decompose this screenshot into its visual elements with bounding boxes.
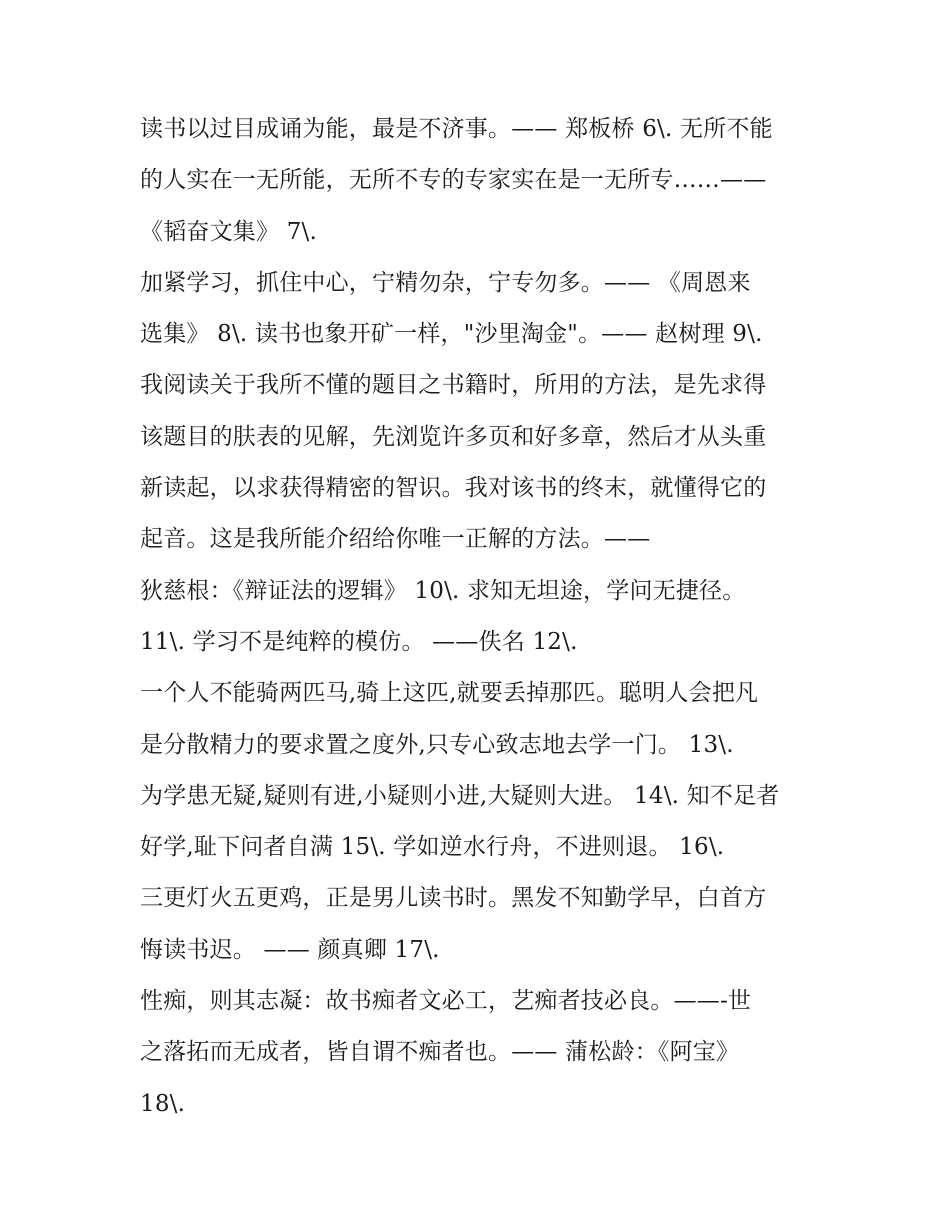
text-line: 加紧学习，抓住中心，宁精勿杂，宁专勿多。—— 《周恩来 [140,269,751,296]
text-line: 为学患无疑,疑则有进,小疑则小进,大疑则大进。 14\. 知不足者 [140,782,780,809]
text-line: 悔读书迟。 —— 颜真卿 17\. [140,936,440,963]
text-line: 一个人不能骑两匹马,骑上这匹,就要丢掉那匹。聪明人会把凡 [140,680,759,707]
text-line: 新读起，以求获得精密的智识。我对该书的终末，就懂得它的 [140,475,767,502]
text-line: 之落拓而无成者，皆自谓不痴者也。—— 蒲松龄：《阿宝》 [140,1039,740,1066]
text-line: 狄慈根：《辩证法的逻辑》 10\. 求知无坦途，学问无捷径。 [140,577,746,604]
text-line: 选集》 8\. 读书也象开矿一样，"沙里淘金"。—— 赵树理 9\. [140,321,763,348]
text-line: 读书以过目成诵为能，最是不济事。—— 郑板桥 6\. 无所不能 [140,116,773,142]
text-line: 11\. 学习不是纯粹的模仿。 ——佚名 12\. [140,628,578,655]
text-line: 性痴，则其志凝：故书痴者文必工，艺痴者技必良。——-世 [140,988,752,1015]
text-line: 三更灯火五更鸡，正是男儿读书时。黑发不知勤学早，白首方 [140,885,767,912]
text-line: 该题目的肤表的见解，先浏览许多页和好多章，然后才从头重 [140,423,767,450]
text-line: 《韬奋文集》 7\. [140,218,318,245]
text-line: 我阅读关于我所不懂的题目之书籍时，所用的方法，是先求得 [140,372,767,399]
text-line: 18\. [140,1090,186,1117]
quote-text-block [140,104,820,1130]
text-line: 好学,耻下问者自满 15\. 学如逆水行舟，不进则退。 16\. [140,834,725,861]
text-line: 起音。这是我所能介绍给你唯一正解的方法。—— [140,526,651,553]
text-line: 的人实在一无所能，无所不专的专家实在是一无所专……—— [140,167,767,194]
text-line: 是分散精力的要求置之度外,只专心致志地去学一门。 13\. [140,731,734,758]
